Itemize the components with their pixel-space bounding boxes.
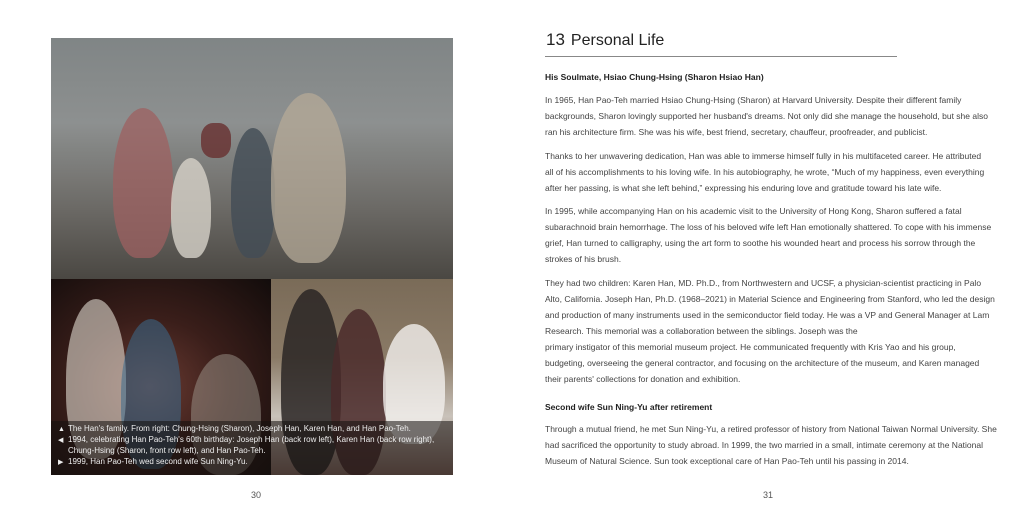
photo-collage <box>51 38 453 475</box>
caption-overlay <box>51 421 453 475</box>
paragraph-3: In 1995, while accompanying Han on his academic visit to the University of Hong Kong, Sharon suffered a fatal subarachnoid brain hemorrhage. The loss of his beloved wife left Han emotionally shattered. To cope with his immense grief, Han turned to calligraphy, using the art form to soothe his wounded heart and process his sorrow through the strokes of his brush. <box>545 206 992 264</box>
chapter-title <box>546 30 664 50</box>
page-number: 30 <box>251 490 262 500</box>
paragraph-4: They had two children: Karen Han, MD. Ph.D., from Northwestern and UCSF, a physician-scientist practicing in Palo Alto, California. Joseph Han, Ph.D. (1968–2021) in Material Science and Engineering from Stanford, who led the design and production of many instruments used in the semiconductor field today. He was a VP and General Manager at Lam Research. This memorial was a collaboration between the siblings. Joseph was the primary instigator of this memorial museum project. He communicated frequently with Kris Yao and his group, budgeting, overseeing the general contractor, and focusing on the architecture of the museum, and Karen managed their parents' collections for donation and exhibition. <box>545 278 995 384</box>
paragraph-2: Thanks to her unwavering dedication, Han was able to immerse himself fully in his multifaceted career. He attributed all of his accomplishments to his loving wife. In his autobiography, he wrote, “Much of my happiness, even everything after her passing, is what she left behind,” expressing his enduring love and gratitude toward his late wife. <box>545 151 985 193</box>
section-heading: His Soulmate, Hsiao Chung-Hsing (Sharon Hsiao Han) <box>545 72 764 82</box>
paragraph-1: In 1965, Han Pao-Teh married Hsiao Chung-Hsing (Sharon) at Harvard University. Despite their different family backgrounds, Sharon lovingly supported her husband's dreams. Not only did she manage the household, but she also ran his architecture firm. She was his wife, best friend, secretary, chauffeur, proofreader, and publicist. <box>545 95 988 137</box>
family-photo <box>51 38 453 279</box>
section-heading: Second wife Sun Ning-Yu after retirement <box>545 402 713 412</box>
caption-line: ◀ 1994, celebrating Han Pao-Teh's 60th birthday: Joseph Han (back row left), Karen Han (back row right), <box>58 435 435 444</box>
caption-line: ▲ The Han's family. From right: Chung-Hsing (Sharon), Joseph Han, Karen Han, and Han Pao-Teh. <box>58 424 411 433</box>
chapter-divider <box>545 56 897 57</box>
right-page <box>512 0 1024 512</box>
page-number: 31 <box>763 490 774 500</box>
caption-line: Chung-Hsing (Sharon, front row left), and Han Pao-Teh. <box>68 446 266 455</box>
chapter-title-text: Personal Life <box>570 32 665 49</box>
caption-line: ▶ 1999, Han Pao-Teh wed second wife Sun Ning-Yu. <box>58 457 248 466</box>
paragraph-5: Through a mutual friend, he met Sun Ning-Yu, a retired professor of history from National Taiwan Normal University. She had sacrificed the opportunity to study abroad. In 1999, the two married in a small, intimate ceremony at the National Museum of Natural Science. Sun took exceptional care of Han Pao-Teh until his passing in 2014. <box>545 424 997 466</box>
chapter-number: 13 <box>546 30 565 49</box>
